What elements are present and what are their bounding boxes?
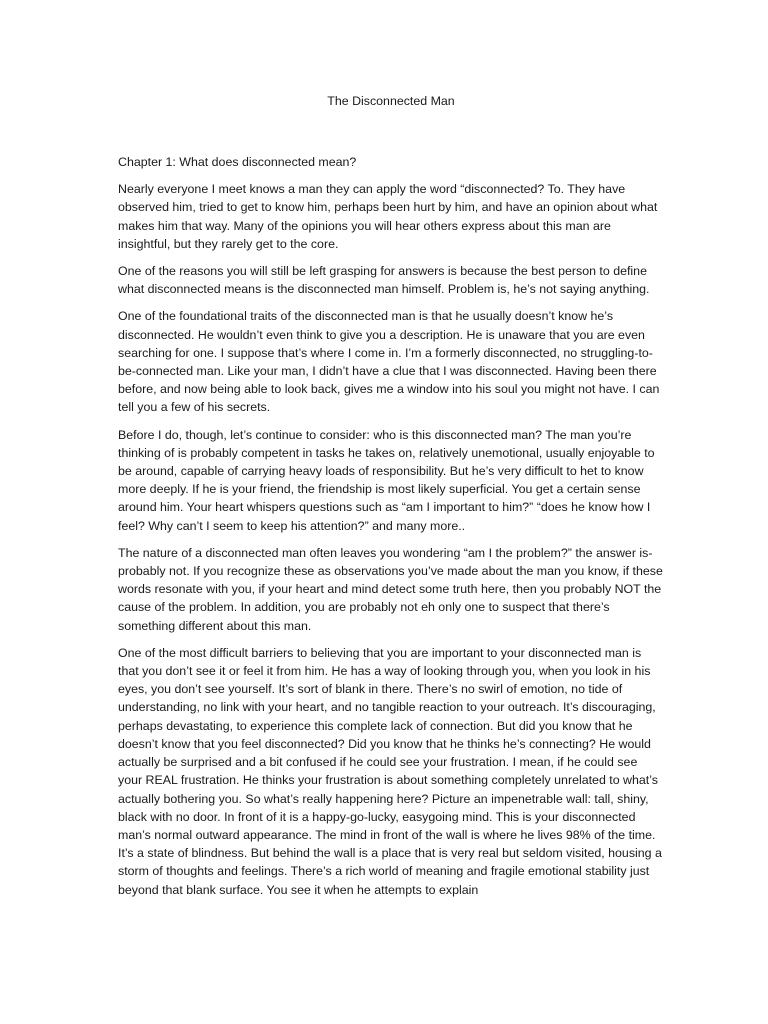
paragraph-3: One of the foundational traits of the disconnected man is that he usually doesn’t know he’s disconnected. He wouldn’t even think to give you a description. He is unaware that you are even searching for one. I suppose that’s where I come in. I’m a formerly disconnected, no struggling-to-be-connected man. Like your man, I didn’t have a clue that I was disconnected. Having been there before, and now being able to look back, gives me a window into his soul you might not have. I can tell you a few of his secrets. [118,309,660,415]
document-page [118,92,664,908]
paragraph-6: One of the most difficult barriers to believing that you are important to your disconnected man is that you don’t see it or feel it from him. He has a way of looking through you, when you look in his eyes, you don’t see yourself. It’s sort of blank in there. There’s no swirl of emotion, no tide of understanding, no link with your heart, and no tangible reaction to your outreach. It’s discouraging, perhaps devastating, to experience this complete lack of connection. But did you know that he doesn’t know that you feel disconnected? Did you know that he thinks he’s connecting? He would actually be surprised and a bit confused if he could see your frustration. I mean, if he could see your REAL frustration. He thinks your frustration is about something completely unrelated to what’s actually bothering you. So what’s really happening here? Picture an impenetrable wall: tall, shiny, black with no door. In front of it is a happy-go-lucky, easygoing mind. This is your disconnected man’s normal outward appearance. The mind in front of the wall is where he lives 98% of the time. It’s a state of blindness. But behind the wall is a place that is very real but seldom visited, housing a storm of thoughts and feelings. There’s a rich world of meaning and fragile emotional stability just beyond that blank surface. You see it when he attempts to explain [118,645,662,897]
paragraph-1: Nearly everyone I meet knows a man they can apply the word “disconnected? To. They have observed him, tried to get to know him, perhaps been hurt by him, and have an opinion about what makes him that way. Many of the opinions you will hear others express about this man are insightful, but they rarely get to the core. [118,182,658,251]
paragraph-2: One of the reasons you will still be left grasping for answers is because the best person to define what disconnected means is the disconnected man himself. Problem is, he’s not saying anything. [118,264,650,297]
chapter-heading: Chapter 1: What does disconnected mean? [118,155,357,169]
document-title: The Disconnected Man [327,94,455,108]
paragraph-5: The nature of a disconnected man often leaves you wondering “am I the problem?” the answer is- probably not. If you recognize these as observations you’ve made about the man you know, if these words resonate with you, if your heart and mind detect some truth here, then you probably NOT the cause of the problem. In addition, you are probably not eh only one to suspect that there’s something different about this man. [118,545,663,633]
paragraph-4: Before I do, though, let’s continue to consider: who is this disconnected man? The man you’re thinking of is probably competent in tasks he takes on, relatively unemotional, usually enjoyable to be around, capable of carrying heavy loads of responsibility. But he’s very difficult to het to know more deeply. If he is your friend, the friendship is most likely superficial. You get a certain sense around him. Your heart whispers questions such as “am I important to him?” “does he know how I feel? Why can’t I seem to keep his attention?” and many more.. [118,427,655,533]
